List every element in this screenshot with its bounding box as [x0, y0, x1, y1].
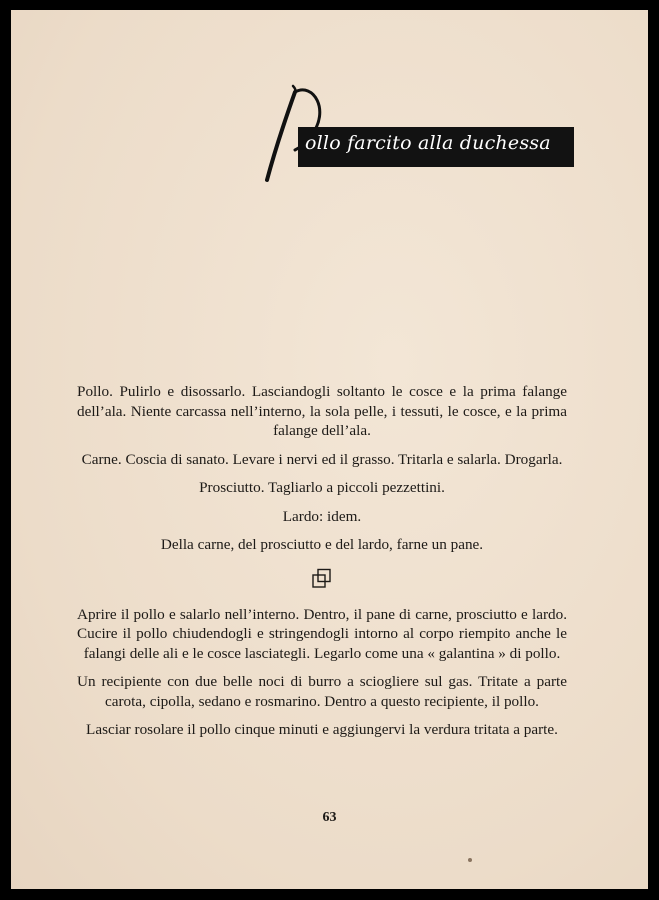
page-number: 63: [322, 810, 337, 825]
recipe-body: [77, 382, 567, 749]
paragraph-recipiente: Un recipiente con due belle noci di burro a sciogliere sul gas. Tritate a parte carota, cipolla, sedano e rosmarino. Dentro a questo recipiente, il pollo.: [77, 673, 567, 710]
title-initial-letter: P: [265, 80, 266, 81]
paragraph-carne: Carne. Coscia di sanato. Levare i nervi ed il grasso. Tritarla e salarla. Drogarla.: [81, 450, 563, 468]
paragraph-rosolare: Lasciar rosolare il pollo cinque minuti e aggiungervi la verdura tritata a parte.: [86, 721, 558, 738]
paragraph-pollo: Pollo. Pulirlo e disossarlo. Lasciandogli soltanto le cosce e la prima falange dell’ala. Niente carcassa nell’interno, la sola pelle, i tessuti, le cosce, e la prima falange dell’ala.: [77, 383, 567, 439]
recipe-title: [265, 80, 575, 190]
paragraph-prosciutto: Prosciutto. Tagliarlo a piccoli pezzettini.: [199, 479, 445, 496]
paragraph-pane: Della carne, del prosciutto e del lardo, farne un pane.: [160, 536, 484, 553]
paragraph-lardo: Lardo: idem.: [282, 507, 362, 525]
title-rest: ollo farcito alla duchessa: [305, 132, 551, 154]
paragraph-aprire: Aprire il pollo e salarlo nell’interno. Dentro, il pane di carne, prosciutto e lardo. Cucire il pollo chiudendogli e stringendogli intorno al corpo riempito anche le falangi delle ali e le cosce lasciategli. Legarlo come una « galantina » di pollo.: [77, 605, 567, 662]
title-text: [305, 132, 551, 154]
ornament-icon: [311, 568, 333, 590]
book-page: [11, 10, 648, 889]
paper-speck: [468, 858, 472, 862]
